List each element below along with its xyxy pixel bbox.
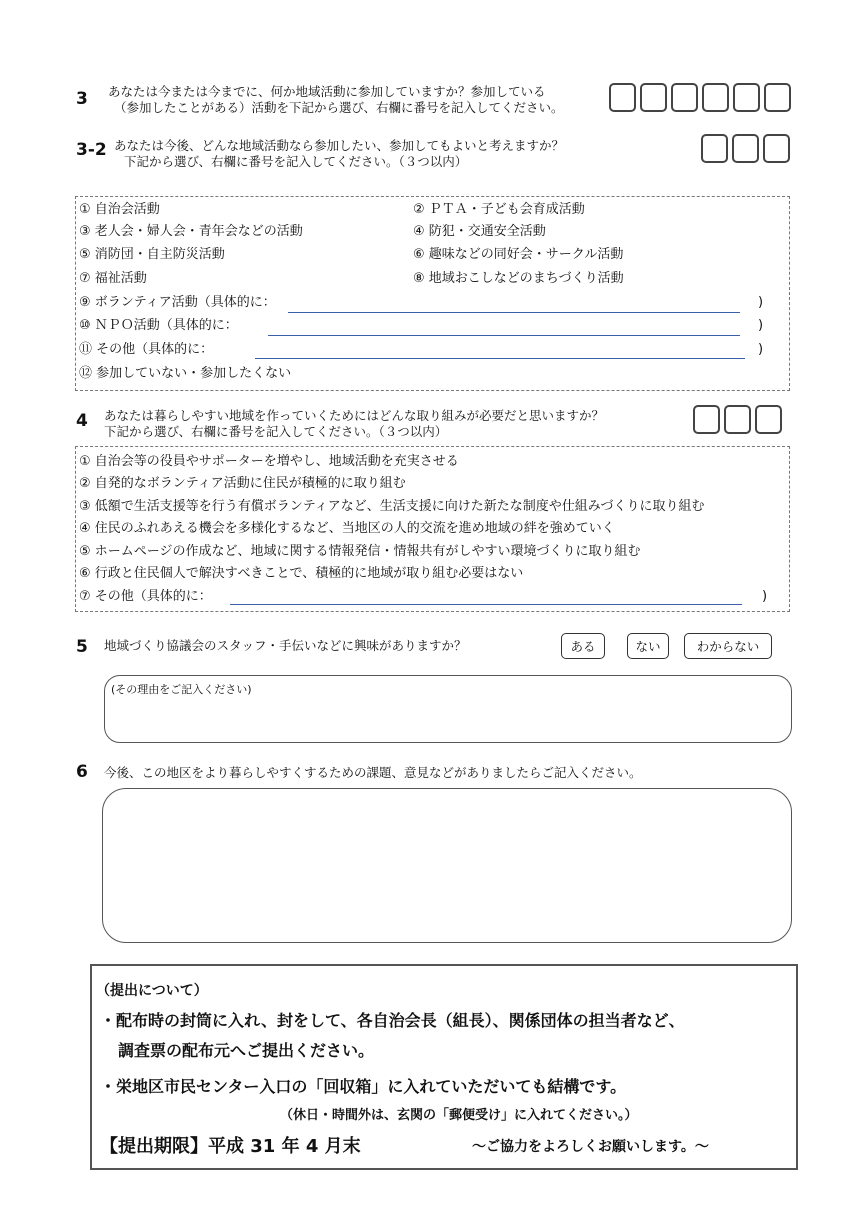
activity-option-4: ④ 防犯・交通安全活動 (413, 224, 546, 239)
q5-reason-label: (その理由をご記入ください) (111, 683, 252, 696)
close-paren: ) (758, 295, 764, 310)
q4-option-6: ⑥ 行政と住民個人で解決すべきことで、積極的に地域が取り組む必要はない (79, 566, 524, 581)
activity-option-2: ② ＰＴＡ・子ども会育成活動 (413, 202, 585, 217)
close-paren: ) (762, 589, 768, 604)
thanks-message: ～ご協力をよろしくお願いします。～ (472, 1139, 709, 1155)
choice-aru-button[interactable]: ある (561, 633, 605, 659)
activity-option-1: ① 自治会活動 (79, 202, 160, 217)
activity-option-6: ⑥ 趣味などの同好会・サークル活動 (413, 247, 624, 262)
activity-option-5: ⑤ 消防団・自主防災活動 (79, 247, 225, 262)
q3-text-line2: （参加したことがある）活動を下記から選び、右欄に番号を記入してください。 (114, 100, 564, 115)
q5-number: 5 (76, 637, 88, 657)
answer-box[interactable] (609, 83, 636, 112)
choice-nai-button[interactable]: ない (627, 633, 669, 659)
answer-box[interactable] (763, 134, 790, 163)
q4-option-3: ③ 低額で生活支援等を行う有償ボランティアなど、生活支援に向けた新たな制度や仕組みづくりに取り組む (79, 499, 705, 514)
notice-heading: （提出について） (96, 983, 208, 999)
q4-number: 4 (76, 411, 88, 431)
q4-option-1: ① 自治会等の役員やサポーターを増やし、地域活動を充実させる (79, 454, 459, 469)
q4-text-line2: 下記から選び、右欄に番号を記入してください。（３つ以内） (104, 424, 448, 439)
notice-line2: 調査票の配布元へご提出ください。 (118, 1041, 375, 1060)
submission-deadline: 【提出期限】平成 31 年 4 月末 (100, 1136, 361, 1157)
answer-box[interactable] (702, 83, 729, 112)
answer-box[interactable] (764, 83, 791, 112)
answer-box[interactable] (693, 405, 720, 434)
answer-box[interactable] (732, 134, 759, 163)
answer-box[interactable] (755, 405, 782, 434)
q3-2-text-line2: 下記から選び、右欄に番号を記入してください。（３つ以内） (124, 154, 468, 169)
activity-9-write-line[interactable] (288, 312, 740, 313)
q5-reason-box[interactable] (104, 675, 792, 743)
q5-text: 地域づくり協議会のスタッフ・手伝いなどに興味がありますか？ (104, 638, 467, 653)
q4-option-2: ② 自発的なボランティア活動に住民が積極的に取り組む (79, 476, 406, 491)
q6-text: 今後、この地区をより暮らしやすくするための課題、意見などがありましたらご記入ください。 (104, 765, 642, 780)
answer-box[interactable] (724, 405, 751, 434)
q4-option-5: ⑤ ホームページの作成など、地域に関する情報発信・情報共有がしやすい環境づくりに取り組む (79, 544, 641, 559)
q4-option-7: ⑦ その他（具体的に： (79, 589, 212, 604)
activity-option-3: ③ 老人会・婦人会・青年会などの活動 (79, 224, 303, 239)
q3-number: 3 (76, 89, 88, 109)
activity-10-write-line[interactable] (268, 335, 740, 336)
close-paren: ) (758, 342, 764, 357)
q6-comment-box[interactable] (102, 788, 792, 943)
answer-box[interactable] (733, 83, 760, 112)
notice-line1: ・配布時の封筒に入れ、封をして、各自治会長（組長）、関係団体の担当者など、 (100, 1011, 685, 1030)
q6-number: 6 (76, 762, 88, 782)
activity-option-12: ⑫ 参加していない・参加したくない (79, 366, 292, 381)
submission-notice-box (90, 964, 798, 1170)
activity-option-9: ⑨ ボランティア活動（具体的に： (79, 295, 276, 310)
q4-option-4: ④ 住民のふれあえる機会を多様化するなど、当地区の人的交流を進め地域の絆を強めていく (79, 521, 615, 536)
notice-line4: （休日・時間外は、玄関の「郵便受け」に入れてください。） (280, 1108, 638, 1123)
q4-other-write-line[interactable] (230, 604, 742, 605)
answer-box[interactable] (640, 83, 667, 112)
notice-line3: ・栄地区市民センター入口の「回収箱」に入れていただいても結構です。 (100, 1077, 627, 1096)
q3-answer-boxes (609, 83, 791, 112)
q4-answer-boxes (693, 405, 782, 434)
activity-option-7: ⑦ 福祉活動 (79, 271, 147, 286)
q3-2-text-line1: あなたは今後、どんな地域活動なら参加したい、参加してもよいと考えますか？ (114, 138, 565, 153)
q3-text-line1: あなたは今または今までに、何か地域活動に参加していますか？参加している (108, 84, 546, 99)
activity-11-write-line[interactable] (255, 358, 745, 359)
q4-text-line1: あなたは暮らしやすい地域を作っていくためにはどんな取り組みが必要だと思いますか？ (104, 408, 605, 423)
q3-2-answer-boxes (701, 134, 790, 163)
q3-2-number: 3-2 (76, 140, 107, 160)
answer-box[interactable] (701, 134, 728, 163)
activity-option-10: ⑩ ＮＰＯ活動（具体的に： (79, 318, 238, 333)
activity-option-11: ⑪ その他（具体的に： (79, 342, 214, 357)
activity-option-8: ⑧ 地域おこしなどのまちづくり活動 (413, 271, 624, 286)
close-paren: ) (758, 318, 764, 333)
choice-wakaranai-button[interactable]: わからない (684, 633, 772, 659)
answer-box[interactable] (671, 83, 698, 112)
